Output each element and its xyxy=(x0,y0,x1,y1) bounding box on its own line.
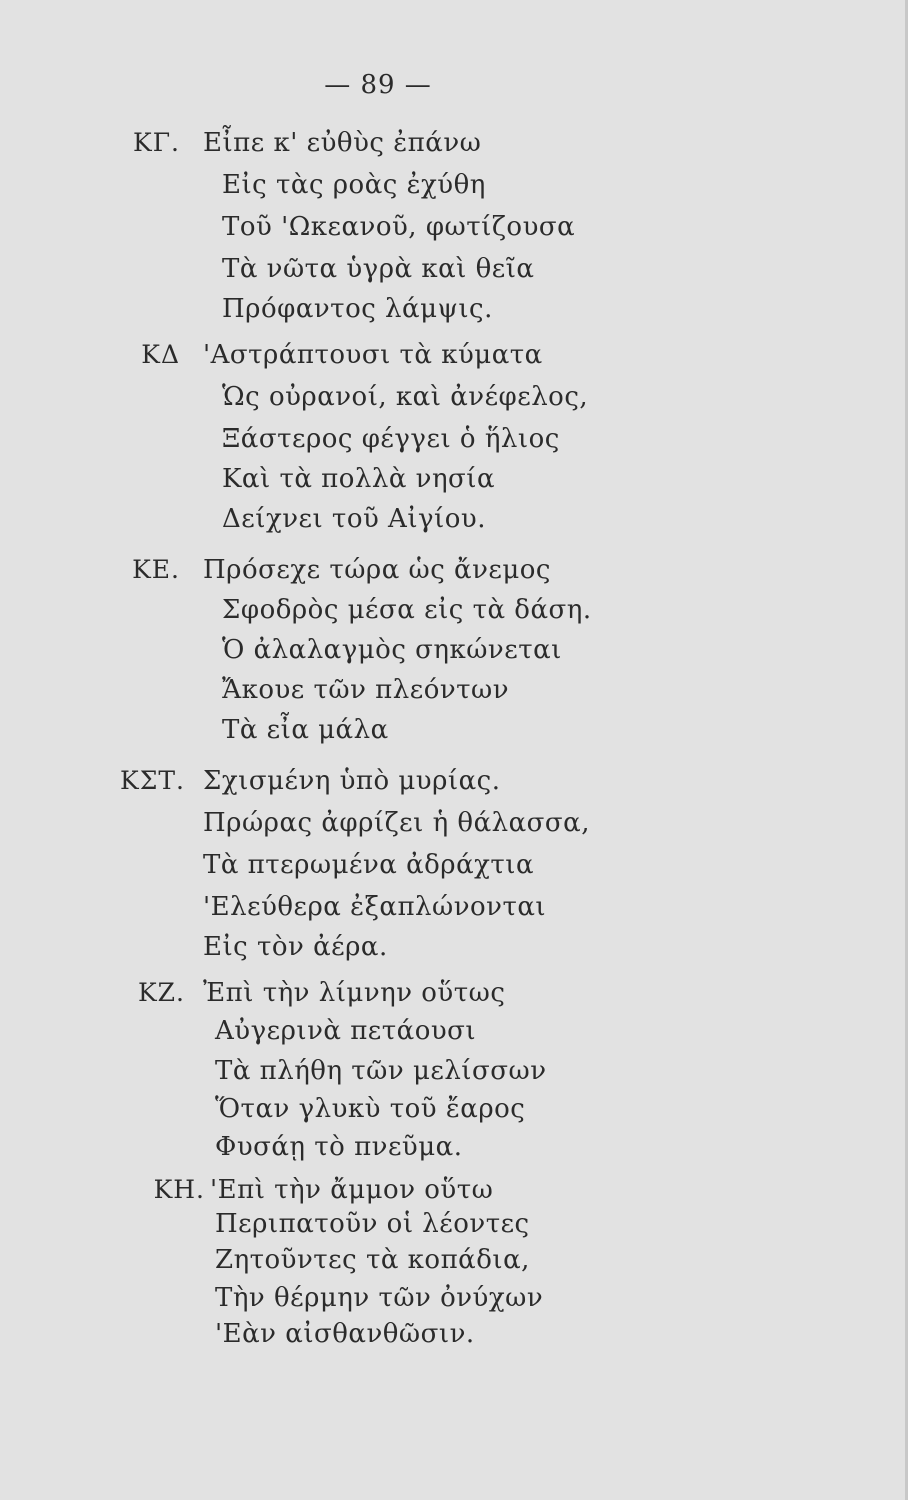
verse-line: Σφοδρὸς μέσα εἰς τὰ δάση. xyxy=(222,595,592,625)
stanza-label: ΚΔ xyxy=(141,340,180,369)
verse-line: Περιπατοῦν οἱ λέοντες xyxy=(215,1209,530,1239)
verse-line: Αὐγερινὰ πετάουσι xyxy=(215,1016,477,1046)
verse-line: Ἄκουε τῶν πλεόντων xyxy=(222,675,510,705)
verse-line: Σχισμένη ὑπὸ μυρίας. xyxy=(203,766,501,796)
verse-line: Ὁ ἀλαλαγμὸς σηκώνεται xyxy=(222,635,562,665)
verse-line: Πρόσεχε τώρα ὡς ἄνεμος xyxy=(203,555,551,585)
verse-line: Ξάστερος φέγγει ὁ ἥλιος xyxy=(222,424,560,454)
verse-line: Ζητοῦντες τὰ κοπάδια, xyxy=(215,1245,530,1275)
verse-line: Πρόφαντος λάμψις. xyxy=(222,294,493,324)
verse-line: Ὡς οὐρανοί, καὶ ἀνέφελος, xyxy=(222,382,589,412)
verse-line: Εἰς τὸν ἀέρα. xyxy=(203,932,388,962)
verse-line: Τὰ εἶα μάλα xyxy=(222,715,389,745)
verse-line: Τὰ νῶτα ὑγρὰ καὶ θεῖα xyxy=(222,254,535,284)
verse-line: Τοῦ 'Ωκεανοῦ, φωτίζουσα xyxy=(222,212,576,242)
stanza-label: ΚΣΤ. xyxy=(120,766,185,795)
verse-line: Ἐπὶ τὴν λίμνην οὕτως xyxy=(203,978,506,1008)
stanza-label: ΚΓ. xyxy=(133,128,180,157)
verse-line: Φυσάῃ τὸ πνεῦμα. xyxy=(215,1132,463,1162)
verse-line: 'Εὰν αἰσθανθῶσιν. xyxy=(215,1319,475,1349)
verse-line: Τὴν θέρμην τῶν ὀνύχων xyxy=(215,1283,544,1313)
verse-line: Τὰ πλήθη τῶν μελίσσων xyxy=(215,1056,547,1086)
verse-line: Πρώρας ἀφρίζει ἡ θάλασσα, xyxy=(203,808,590,838)
verse-line: Ὅταν γλυκὺ τοῦ ἔαρος xyxy=(215,1094,526,1124)
stanza-label: ΚΗ. xyxy=(153,1175,205,1204)
stanza-label: ΚΕ. xyxy=(132,555,180,584)
verse-line: 'Ελεύθερα ἐξαπλώνονται xyxy=(203,892,547,922)
verse-line: Τὰ πτερωμένα ἀδράχτια xyxy=(203,850,535,880)
verse-line: 'Επὶ τὴν ἄμμον οὕτω xyxy=(210,1175,494,1205)
verse-line: Εἶπε κ' εὐθὺς ἐπάνω xyxy=(203,128,482,158)
verse-line: Δείχνει τοῦ Αἰγίου. xyxy=(222,504,486,534)
verse-line: Εἰς τὰς ροὰς ἐχύθη xyxy=(222,170,486,200)
verse-line: 'Αστράπτουσι τὰ κύματα xyxy=(203,340,543,370)
page-number: — 89 — xyxy=(324,70,432,100)
verse-line: Καὶ τὰ πολλὰ νησία xyxy=(222,464,496,494)
stanza-label: ΚΖ. xyxy=(138,978,185,1007)
